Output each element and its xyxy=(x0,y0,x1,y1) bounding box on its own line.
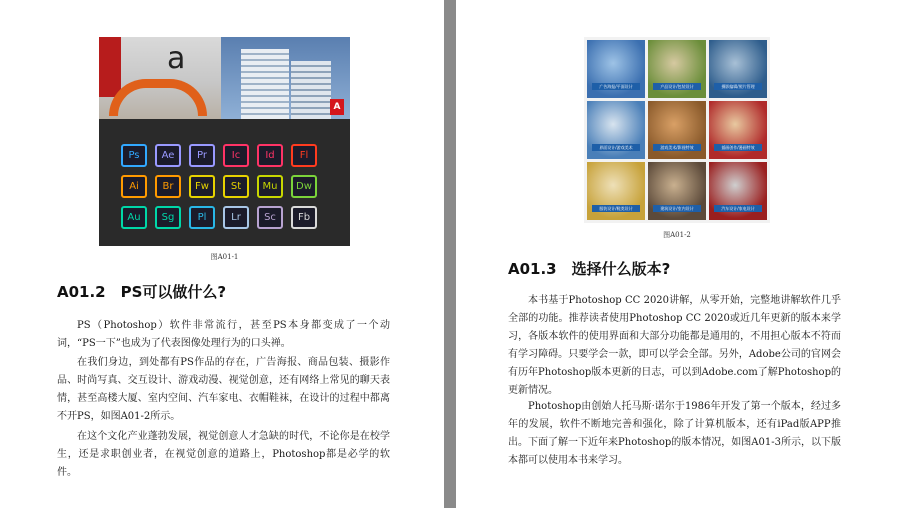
application-tile xyxy=(587,101,645,159)
application-tile xyxy=(648,40,706,98)
app-icon-dw: Dw xyxy=(291,175,317,198)
figure-caption: 图A01-2 xyxy=(663,231,691,239)
app-icon-st: St xyxy=(223,175,249,198)
tower-shape xyxy=(291,61,331,119)
page-gutter xyxy=(444,0,456,508)
application-tile xyxy=(587,162,645,220)
tower-shape xyxy=(241,49,289,119)
adobe-apps-figure xyxy=(99,37,350,246)
application-tile xyxy=(648,101,706,159)
app-icon-au: Au xyxy=(121,206,147,229)
paragraph: 在这个文化产业蓬勃发展，视觉创意人才急缺的时代，不论你是在校学生，还是求职创业者，在视觉创意的道路上，Photoshop都是必学的软件。 xyxy=(57,431,390,478)
tile-label: 插画创作/漫画特效 xyxy=(714,144,762,151)
paragraph: Photoshop由创始人托马斯·诺尔于1986年开发了第一个版本，经过多年的发展，软件不断地完善和强化，除了计算机版本，还有iPad版APP推出。下面了解一下近年来Photoshop的版本情况，如图A01-3所示，以下版本都可以使用本书来学习。 xyxy=(508,401,841,466)
paragraph: PS（Photoshop）软件非常流行，甚至PS本身都变成了一个动词，“PS一下”也成为了代表图像处理行为的口头禅。 xyxy=(57,320,390,349)
app-icon-sg: Sg xyxy=(155,206,181,229)
app-icon-br: Br xyxy=(155,175,181,198)
tile-label: 游戏美术/影视特效 xyxy=(653,144,701,151)
tile-label: 汽车设计/家电设计 xyxy=(714,205,762,212)
app-icon-sc: Sc xyxy=(257,206,283,229)
red-wall-shape xyxy=(99,37,121,97)
section-heading: A01.2 PS可以做什么? xyxy=(57,283,227,301)
application-tile xyxy=(709,162,767,220)
app-icon-ae: Ae xyxy=(155,144,181,167)
tile-label: 广告海报/平面设计 xyxy=(592,83,640,90)
tile-label: 建筑设计/室内设计 xyxy=(653,205,701,212)
lobby-photo xyxy=(99,37,221,119)
application-tile xyxy=(709,40,767,98)
app-icon-ai: Ai xyxy=(121,175,147,198)
app-icon-lr: Lr xyxy=(223,206,249,229)
tile-label: 摄影编辑/照片管理 xyxy=(714,83,762,90)
tile-label: 服装设计/鞋类设计 xyxy=(592,205,640,212)
left-page xyxy=(0,0,444,508)
app-icon-mu: Mu xyxy=(257,175,283,198)
tile-label: 产品设计/包装设计 xyxy=(653,83,701,90)
app-icon-fw: Fw xyxy=(189,175,215,198)
app-icon-pr: Pr xyxy=(189,144,215,167)
paragraph: 在我们身边，到处都有PS作品的存在，广告海报、商品包装、摄影作品、时尚写真、交互设计、游戏动漫、视觉创意，还有网络上常见的聊天表情，甚至高楼大厦、室内空间、汽车家电、衣帽鞋袜，在设计的过程中都离不开PS，如图A01-2所示。 xyxy=(57,357,390,422)
app-icon-ps: Ps xyxy=(121,144,147,167)
ps-applications-figure xyxy=(584,37,770,223)
app-icon-id: Id xyxy=(257,144,283,167)
app-icon-fb: Fb xyxy=(291,206,317,229)
lobby-letter: a xyxy=(167,41,186,76)
app-icon-ic: Ic xyxy=(223,144,249,167)
building-photo xyxy=(221,37,350,119)
adobe-logo-icon: A xyxy=(330,99,344,115)
app-icon-fl: Fl xyxy=(291,144,317,167)
application-tile xyxy=(587,40,645,98)
application-tile xyxy=(709,101,767,159)
figure-caption: 图A01-1 xyxy=(210,253,239,261)
app-icon-pl: Pl xyxy=(189,206,215,229)
orange-sofa-shape xyxy=(109,79,207,116)
right-page xyxy=(456,0,900,508)
section-heading: A01.3 选择什么版本? xyxy=(508,260,671,278)
application-tile xyxy=(648,162,706,220)
paragraph: 本书基于Photoshop CC 2020讲解，从零开始，完整地讲解软件几乎全部的功能。推荐读者使用Photoshop CC 2020或近几年更新的版本来学习，各版本软件的使用界面和大部分功能都是通用的，不用担心版本不符而有学习障碍。只要学会一款，即可以学会全部。另外，Adobe公司的官网会有历年Photoshop版本更新的日志，可以到Adobe.com了解Photoshop的更新情况。 xyxy=(508,295,841,396)
tile-label: 界面设计/游戏美术 xyxy=(592,144,640,151)
